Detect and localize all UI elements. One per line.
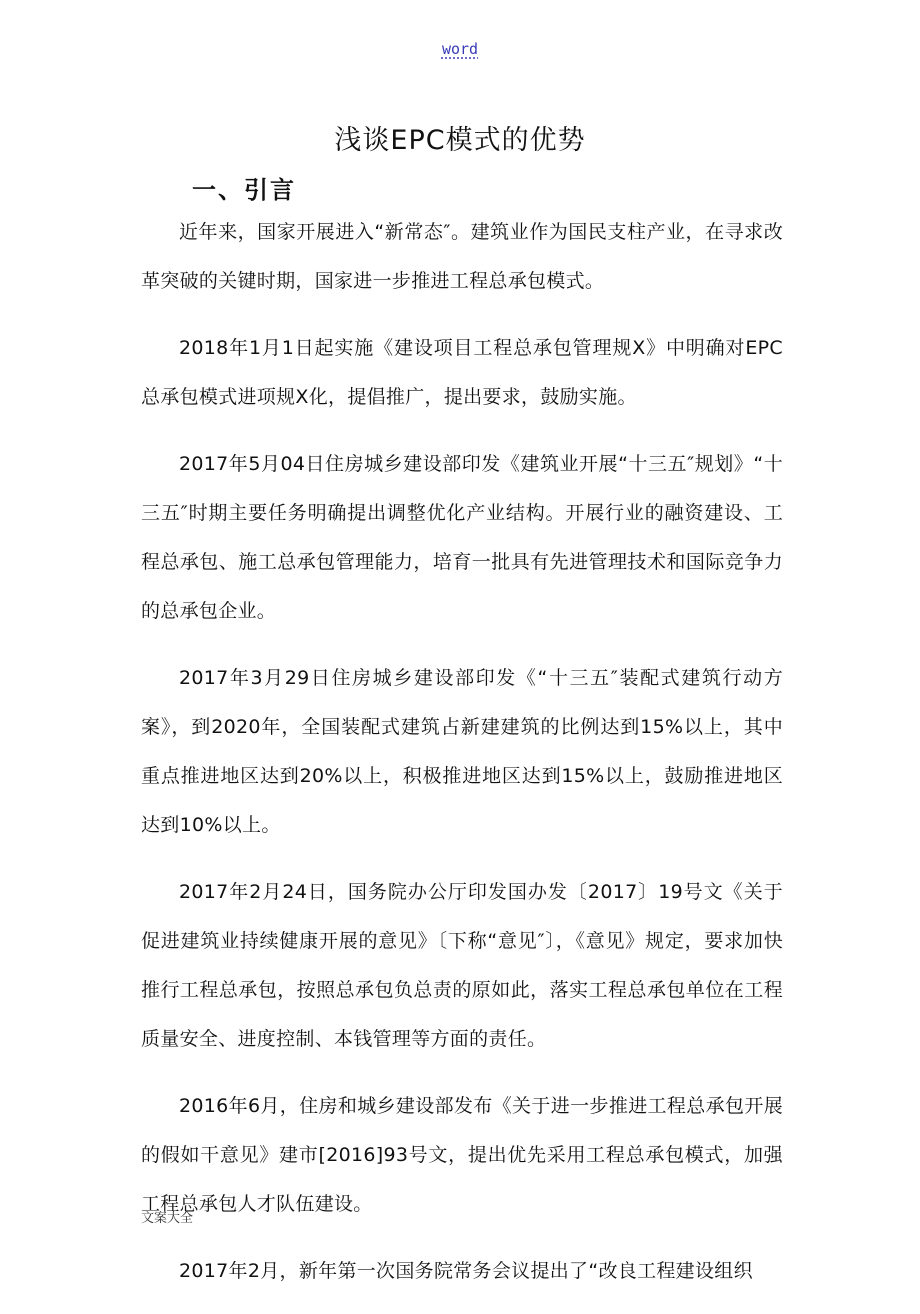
section-heading-introduction: 一、引言 [192, 176, 296, 204]
page-footer: 文案大全 [141, 1211, 194, 1226]
paragraph-state-council-meeting: 2017年2月，新年第一次国务院常务会议提出了“改良工程建设组织 [179, 1260, 753, 1282]
paragraph-13th-five-year-plan: 2017年5月04日住房城乡建设部印发《建筑业开展“十三五″规划》“十三五″时期主要任务明确提出调整优化产业结构。开展行业的融资建设、工程总承包、施工总承包管理能力，培育一批具有先进管理技术和国际竞争力的总承包企业。 [141, 453, 783, 622]
paragraph-new-normal: 近年来，国家开展进入“新常态″。建筑业作为国民支柱产业，在寻求改革突破的关键时期，国家进一步推进工程总承包模式。 [141, 221, 783, 292]
paragraph-state-council-opinion: 2017年2月24日，国务院办公厅印发国办发〔2017〕19号文《关于促进建筑业持续健康开展的意见》〔下称“意见″〕，《意见》规定，要求加快推行工程总承包，按照总承包负总责的原如此，落实工程总承包单位在工程质量安全、进度控制、本钱管理等方面的责任。 [141, 881, 783, 1050]
document-body [141, 208, 783, 1314]
paragraph-prefabricated-building: 2017年3月29日住房城乡建设部印发《“十三五″装配式建筑行动方案》，到2020年，全国装配式建筑占新建建筑的比例达到15%以上，其中重点推进地区达到20%以上，积极推进地区达到15%以上，鼓励推进地区达到10%以上。 [141, 667, 783, 836]
paragraph-2016-notice: 2016年6月，住房和城乡建设部发布《关于进一步推进工程总承包开展的假如干意见》建市[2016]93号文，提出优先采用工程总承包模式，加强工程总承包人才队伍建设。 [141, 1095, 783, 1215]
header-word-link[interactable]: word [441, 40, 479, 58]
document-title: 浅谈EPC模式的优势 [334, 125, 586, 156]
paragraph-2018-regulation: 2018年1月1日起实施《建设项目工程总承包管理规X》中明确对EPC总承包模式进项规X化，提倡推广，提出要求，鼓励实施。 [141, 337, 783, 408]
